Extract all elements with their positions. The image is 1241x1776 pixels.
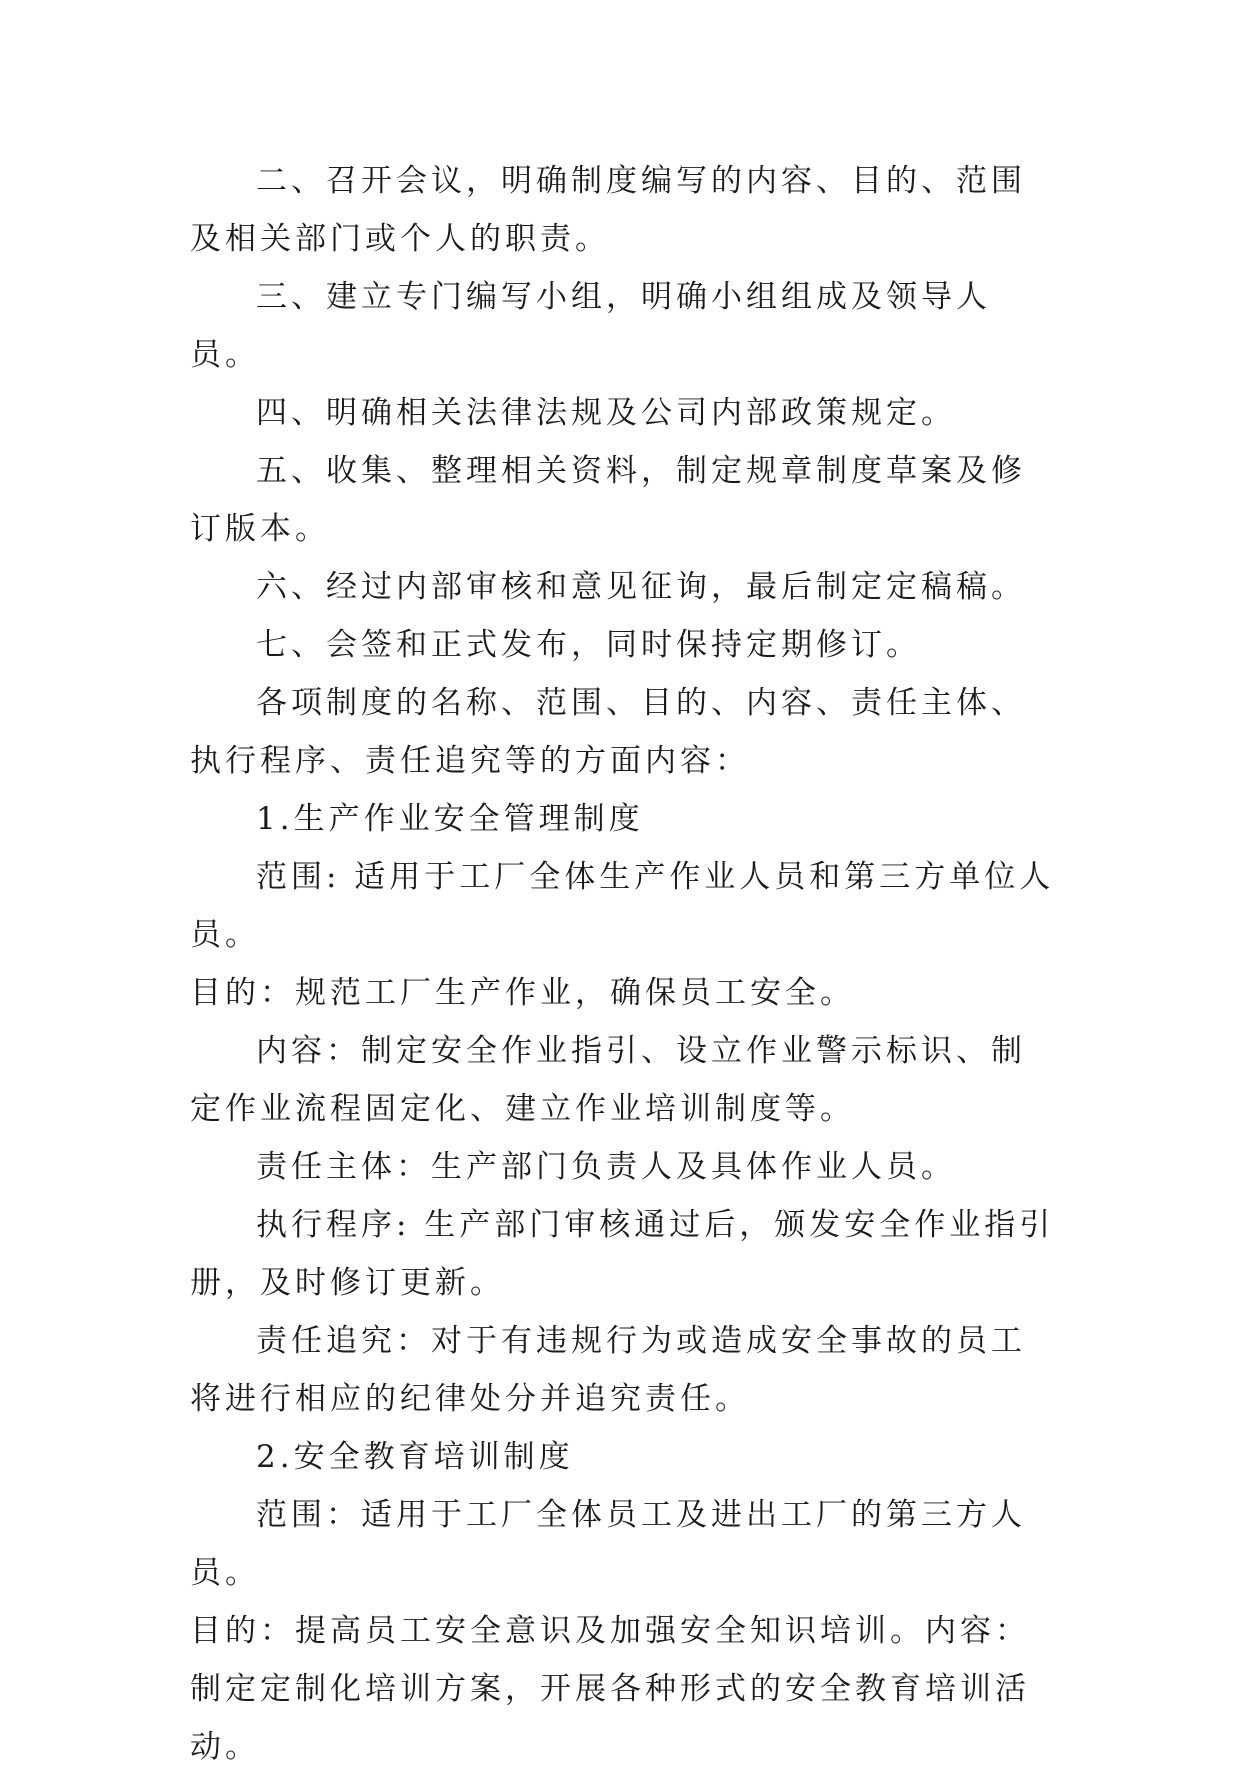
paragraph-purpose-1: 目的：规范工厂生产作业，确保员工安全。 <box>190 975 855 1011</box>
paragraph-step-7: 七、会签和正式发布，同时保持定期修订。 <box>256 627 921 663</box>
paragraph-accountability-1: 责任追究：对于有违规行为或造成安全事故的员工将进行相应的纪律处分并追究责任。 <box>190 1323 1026 1417</box>
section-heading-1: 1.生产作业安全管理制度 <box>256 801 644 837</box>
paragraph-intro: 各项制度的名称、范围、目的、内容、责任主体、执行程序、责任追究等的方面内容： <box>190 685 1026 779</box>
paragraph-step-6: 六、经过内部审核和意见征询，最后制定定稿稿。 <box>256 569 1026 605</box>
paragraph-step-3: 三、建立专门编写小组，明确小组组成及领导人员。 <box>190 279 991 373</box>
paragraph-step-5: 五、收集、整理相关资料，制定规章制度草案及修订版本。 <box>190 453 1026 547</box>
paragraph-scope-2: 范围：适用于工厂全体员工及进出工厂的第三方人员。 <box>190 1497 1026 1591</box>
paragraph-procedure-1: 执行程序: 生产部门审核通过后，颁发安全作业指引册，及时修订更新。 <box>190 1207 1055 1301</box>
paragraph-responsibility-1: 责任主体：生产部门负责人及具体作业人员。 <box>256 1149 956 1185</box>
paragraph-purpose-content-2: 目的：提高员工安全意识及加强安全知识培训。内容：制定定制化培训方案，开展各种形式的安全教育培训活动。 <box>190 1613 1030 1765</box>
paragraph-step-2: 二、召开会议，明确制度编写的内容、目的、范围及相关部门或个人的职责。 <box>190 163 1026 257</box>
paragraph-step-4: 四、明确相关法律法规及公司内部政策规定。 <box>256 395 956 431</box>
section-heading-2: 2.安全教育培训制度 <box>256 1439 574 1475</box>
paragraph-scope-1: 范围: 适用于工厂全体生产作业人员和第三方单位人员。 <box>190 859 1055 953</box>
document-body <box>190 152 1056 1776</box>
paragraph-content-1: 内容：制定安全作业指引、设立作业警示标识、制定作业流程固定化、建立作业培训制度等。 <box>190 1033 1026 1127</box>
